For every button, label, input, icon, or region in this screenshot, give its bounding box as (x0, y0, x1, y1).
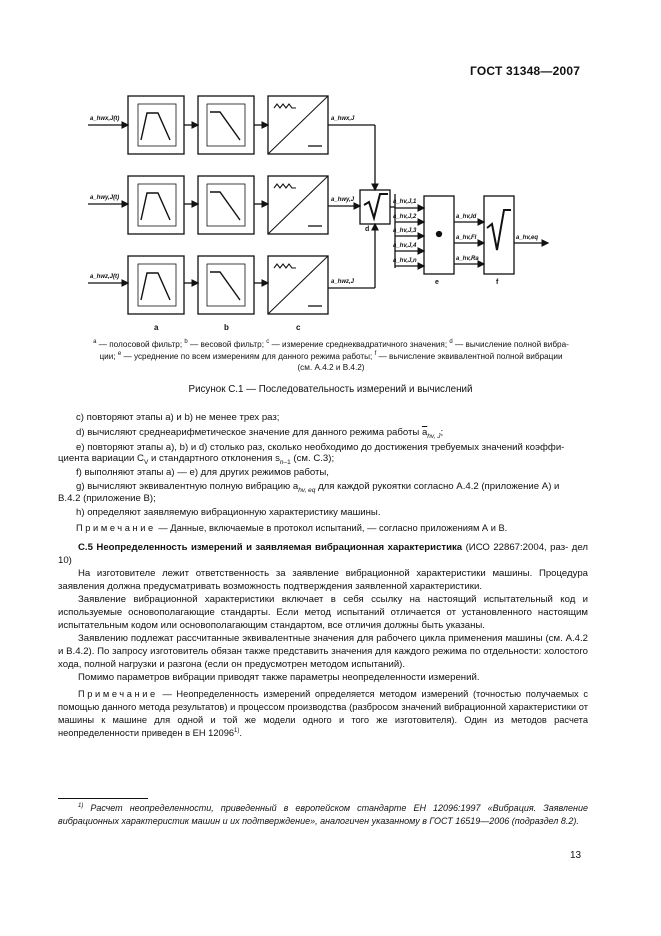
label-mode-fl: a_hv,Fl (456, 235, 477, 241)
step-h: h) определяют заявляемую вибрационную характеристику машины. (76, 507, 381, 518)
step-e-cont: циента вариации $C_V$ и стандартного отклонения $s_{n-1}$ (см. С.3); (58, 453, 335, 466)
label-run-4: a_hv,J,4 (393, 243, 417, 249)
label-mode-ra: a_hv,Ra (456, 256, 479, 262)
sqrt-block-d (360, 190, 390, 224)
step-g: g) вычисляют эквивалентную полную вибрацию $a_{hv, eq}$ для каждой рукоятки согласно А.4.2 (приложение А) и (76, 481, 560, 494)
label-rms-x: a_hwx,J (331, 116, 355, 122)
label-run-1: a_hv,J,1 (393, 199, 417, 205)
document-header: ГОСТ 31348—2007 (470, 64, 581, 78)
letter-b: b (224, 323, 229, 332)
step-g-cont: В.4.2 (приложение В); (58, 493, 156, 504)
footnote-divider (58, 798, 148, 799)
step-e: e) повторяют этапы a), b) и d) столько раз, сколько необходимо до достижения требуемых значений коэффи- (76, 442, 565, 453)
steps-list (76, 411, 586, 454)
letter-f: f (496, 279, 499, 286)
label-rms-y: a_hwy,J (331, 197, 355, 203)
page-number: 13 (570, 850, 582, 861)
steps-list-2 (76, 466, 586, 493)
paragraph-2: Заявление вибрационной характеристики включает в себя ссылку на настоящий испытательный код и используемые основополагающие стандарты. Если метод испытаний отличается от установленного настоящим испытательным кодом или основополагающим стандартом, все отличия должны быть указаны. (58, 594, 588, 631)
step-f: f) выполняют этапы a) — e) для других режимов работы, (76, 467, 329, 478)
label-run-n: a_hv,J,n (393, 258, 417, 264)
row-y (88, 176, 360, 234)
footnote: $^{1)}$ Расчет неопределенности, приведенный в европейском стандарте ЕН 12096:1997 «Вибрация. Заявление вибрационных характеристик машин и их подтверждение», аналогичен указанному в ГОСТ 16519—2006 (подраздел 8.2). (58, 803, 588, 826)
note-2: Примечание — Неопределенность измерений определяется методом измерений (точностью получаемых с помощью данного метода результатов) и процессом производства (разбросом значений вибрационной характеристики от машины к машине для одной и той же модели одного и того же изготовителя). Один из методов расчета неопределенности приведен в ЕН 12096$^{1)}$. (58, 689, 588, 738)
figure-legend: $^a$ — полосовой фильтр; $^b$ — весовой фильтр; $^c$ — измерение среднеквадратичного значения; $^d$ — вычисление полной вибра- ции; $^e$ — усреднение по всем измерениям для данного режима работы; $^f$ — вычисление эквивалентной полной вибрации (см. А.4.2 и В.4.2) (93, 339, 569, 372)
letter-d: d (365, 226, 370, 233)
letter-e: e (435, 279, 439, 286)
label-input-y: a_hwy,J(t) (90, 195, 120, 201)
row-z (88, 224, 375, 314)
letter-a: a (154, 323, 159, 332)
label-run-3: a_hv,J,3 (393, 228, 417, 234)
step-d: d) вычисляют среднеарифметическое значение для данного режима работы $\overline{a}_{hv, J}$; (76, 427, 444, 440)
block-diagram (0, 0, 661, 340)
note-1: Примечание — Данные, включаемые в протокол испытаний, — согласно приложениям А и В. (76, 523, 508, 533)
paragraph-1: На изготовителе лежит ответственность за заявление вибрационной характеристики машины. Процедура заявления должна предусматривать возможность подтверждения заявленной характеристики. (58, 568, 588, 592)
label-input-x: a_hwx,J(t) (90, 116, 120, 122)
letter-c: c (296, 323, 301, 332)
label-mode-id: a_hv,Id (456, 214, 477, 220)
section-heading: С.5 Неопределенность измерений и заявляемая вибрационная характеристика (ИСО 22867:2004, раз- дел 10) (58, 542, 588, 566)
paragraph-4: Помимо параметров вибрации приводят также параметры неопределенности измерений. (78, 672, 480, 683)
label-run-2: a_hv,J,2 (393, 214, 417, 220)
label-rms-z: a_hwz,J (331, 279, 355, 285)
step-c: c) повторяют этапы a) и b) не менее трех раз; (76, 412, 280, 423)
label-final: a_hv,eq (516, 235, 539, 241)
weighting-filter-block (198, 96, 254, 154)
label-input-z: a_hwz,J(t) (90, 274, 120, 280)
figure-title: Рисунок С.1 — Последовательность измерений и вычислений (188, 384, 473, 395)
paragraph-3: Заявлению подлежат рассчитанные эквивалентные значения для рабочего цикла применения машины (см. А.4.2 и В.4.2). По запросу изготовитель обязан также представить значения для каждого режима по отдельности: холостого хода, полной нагрузки и разгона (если он предусмотрен методом испытаний). (58, 633, 588, 670)
